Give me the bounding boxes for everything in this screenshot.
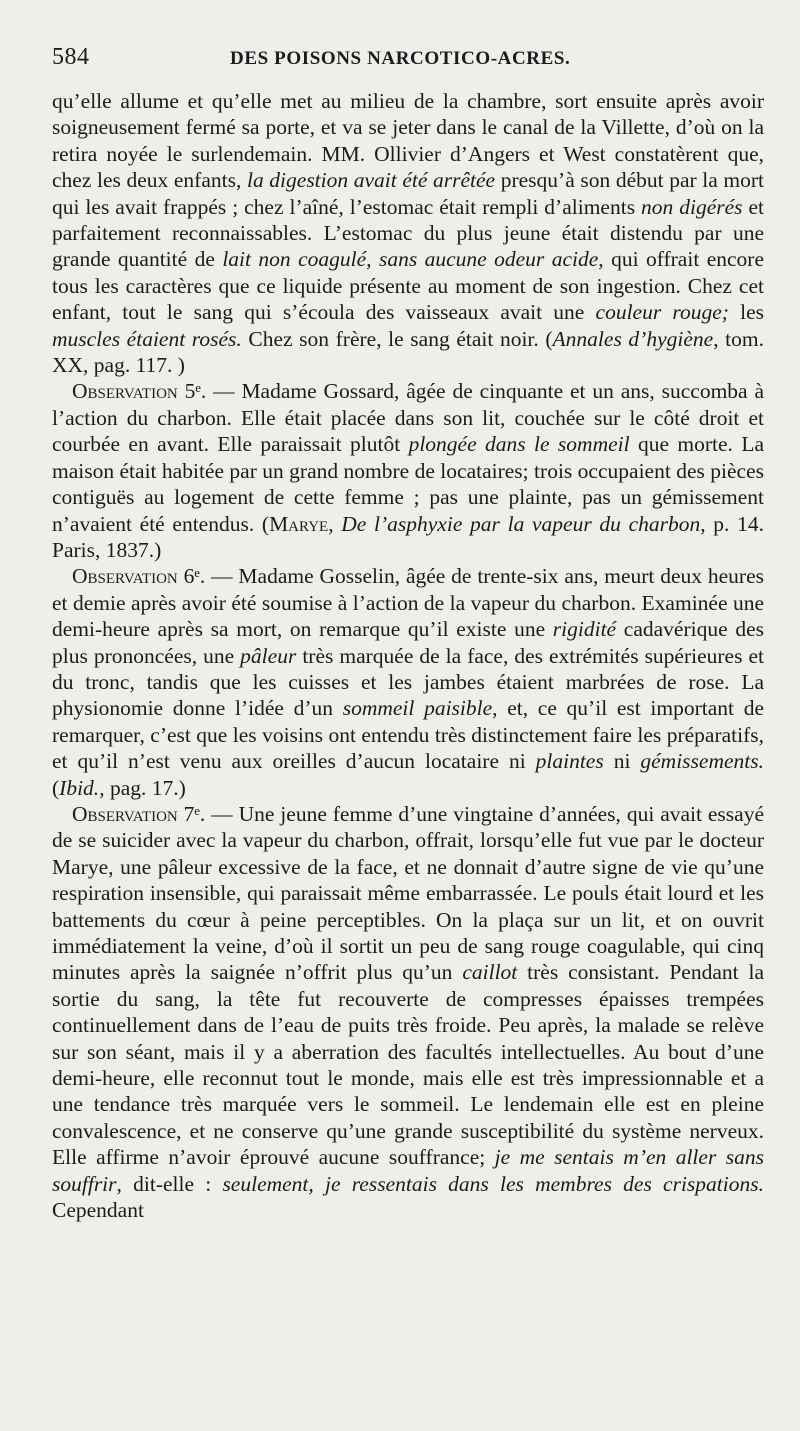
italic-run: pâleur	[240, 643, 297, 668]
italic-run: Annales d’hygiène	[552, 326, 714, 351]
italic-run: muscles étaient rosés.	[52, 326, 242, 351]
text-run: , pag. 17.)	[99, 775, 186, 800]
text-run: très consistant. Pendant la sortie du sang, la tête fut recouverte de compresses épaisses trempées continuellement dans de l’eau de puits très froide. Peu après, la malade se relève sur son séant, mais il y a aberration des facultés intellectuelles. Au bout d’une demi-heure, elle reconnut tout le monde, mais elle est très impressionnable et a une tendance très marquée vers le sommeil. Le lendemain elle est en pleine convalescence, et ne conserve qu’une grande susceptibilité du système nerveux. Elle affirme n’avoir éprouvé aucune souffrance;	[52, 960, 764, 1170]
paragraph-observation-5	[52, 378, 764, 563]
italic-run: caillot	[462, 960, 518, 985]
page-number: 584	[52, 44, 90, 70]
text-run: très marquée de la face, des extrémités supérieures et du tronc, tandis que les cuisses et les jambes étaient marbrées de rose. La physionomie donne l’idée d’un	[52, 643, 764, 721]
text-run: , dit-elle :	[116, 1171, 223, 1196]
italic-run: je me sentais m’en aller sans souffrir	[52, 1145, 764, 1196]
italic-run: De l’asphyxie par la vapeur du charbon	[341, 511, 701, 536]
text-run: les	[728, 300, 764, 325]
small-caps-run: Observation 5ᵉ.	[72, 379, 207, 404]
paragraph-observation-6	[52, 563, 764, 801]
text-run: , et, ce qu’il est important de remarquer, c’est que les voisins ont entendu très distinctement faire les préparatifs, et qu’il n’est venu aux oreilles d’aucun locataire ni	[52, 696, 764, 774]
page-header	[52, 44, 772, 78]
text-run: ,	[328, 511, 342, 536]
text-run: qu’elle allume et qu’elle met au milieu de la chambre, sort ensuite après avoir soigneusement fermé sa porte, et va se jeter dans le canal de la Villette, d’où on la retira noyée le surlendemain. MM. Ollivier d’Angers et West constatèrent que, chez les deux enfants,	[52, 89, 764, 193]
italic-run: sommeil paisible	[342, 696, 493, 721]
italic-run: plaintes	[535, 749, 604, 774]
italic-run: gémissements.	[640, 749, 764, 774]
small-caps-run: Observation 6ᵉ.	[72, 564, 206, 589]
running-title: DES POISONS NARCOTICO-ACRES.	[230, 48, 571, 69]
text-run: que morte. La maison était habitée par un grand nombre de locataires; trois occupaient des pièces contiguës au logement de cette femme ; pas une plainte, pas un gémissement n’avaient été entendus. (	[52, 432, 764, 536]
paragraph-observation-7	[52, 801, 764, 1224]
body-text	[52, 88, 764, 1223]
italic-run: seulement, je ressentais dans les membres des crispations.	[222, 1171, 764, 1196]
text-run: , tom. XX, pag. 117. )	[52, 326, 764, 378]
italic-run: Ibid.	[59, 775, 100, 800]
small-caps-run: Marye	[269, 511, 329, 536]
text-run: et parfaitement reconnaissables. L’estomac du plus jeune était distendu par une grande quantité de	[52, 194, 764, 272]
italic-run: non digérés	[641, 194, 743, 219]
italic-run: couleur rouge;	[595, 300, 729, 325]
italic-run: la digestion avait été arrêtée	[246, 168, 496, 193]
italic-run: plongée dans le sommeil	[408, 432, 630, 457]
text-run: — Madame Gossard, âgée de cinquante et un ans, succomba à l’action du charbon. Elle était placée dans son lit, couchée sur le côté droit et courbée en avant. Elle paraissait plutôt	[52, 379, 764, 457]
text-run: — Madame Gosselin, âgée de trente-six ans, meurt deux heures et demie après avoir été soumise à l’action de la vapeur du charbon. Examinée une demi-heure après sa mort, on remarque qu’il existe une	[52, 564, 764, 642]
italic-run: lait non coagulé, sans aucune odeur acide	[222, 247, 599, 272]
text-run: , qui offrait encore tous les caractères que ce liquide présente au moment de son ingestion. Chez cet enfant, tout le sang qui s’écoula des vaisseaux avait une	[52, 247, 765, 325]
text-run: presqu’à son début par la mort qui les avait frappés ; chez l’aîné, l’estomac était rempli d’aliments	[52, 168, 765, 219]
small-caps-run: Observation 7ᵉ.	[72, 801, 206, 826]
text-run: , p. 14. Paris, 1837.)	[52, 511, 764, 562]
text-run: Chez son frère, le sang était noir. (	[241, 326, 553, 351]
text-run: ni	[603, 749, 641, 774]
text-run: — Une jeune femme d’une vingtaine d’années, qui avait essayé de se suicider avec la vapeur du charbon, offrait, lorsqu’elle fut vue par le docteur Marye, une pâleur excessive de la face, et ne donnait d’autre signe de vie qu’une respiration insensible, qui paraissait même embarrassée. Le pouls était lourd et les battements du cœur à peine perceptibles. On la plaça sur un lit, et on ouvrit immédiatement la veine, d’où il sortit un peu de sang rouge coagulable, qui cinq minutes après la saignée n’offrit plus qu’un	[52, 801, 764, 985]
italic-run: rigidité	[552, 617, 617, 642]
paragraph-continuation	[52, 88, 764, 378]
text-run: Cependant	[52, 1198, 144, 1223]
text-run: cadavérique des plus prononcées, une	[52, 617, 764, 668]
text-run: (	[52, 775, 60, 800]
